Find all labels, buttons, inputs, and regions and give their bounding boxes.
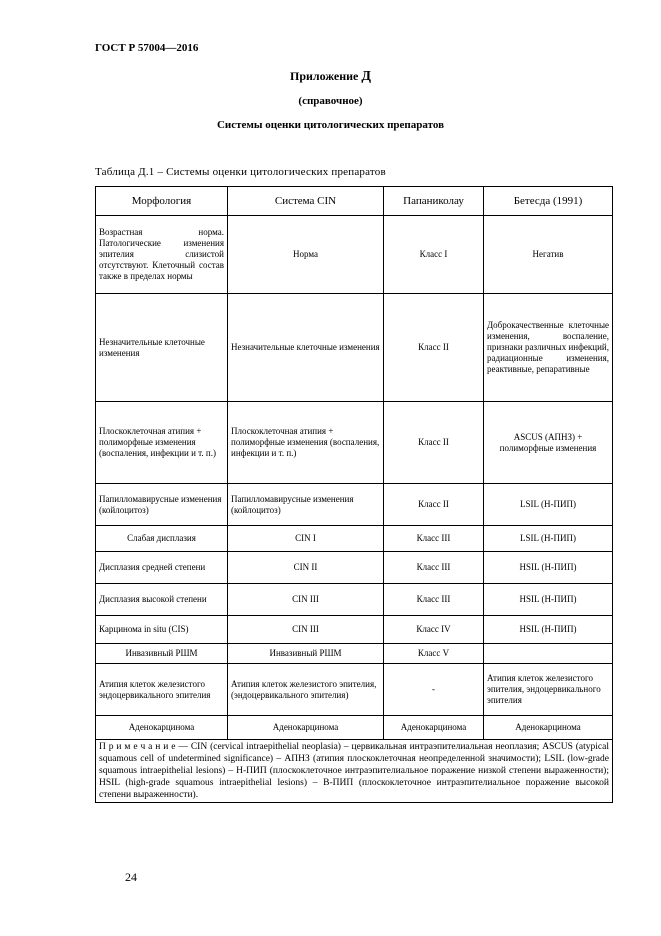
table-cell	[484, 644, 613, 664]
table-cell: Дисплазия средней степени	[96, 552, 228, 584]
table-cell: Класс I	[384, 216, 484, 294]
table-cell: HSIL (Н-ПИП)	[484, 584, 613, 616]
table-cell: Аденокарцинома	[484, 716, 613, 740]
table-cell: Карцинома in situ (CIS)	[96, 616, 228, 644]
table-cell: Класс II	[384, 484, 484, 526]
document-header: ГОСТ Р 57004—2016	[95, 42, 199, 54]
column-header: Бетесда (1991)	[484, 187, 613, 216]
table-cell: Класс IV	[384, 616, 484, 644]
table-cell: LSIL (Н-ПИП)	[484, 484, 613, 526]
table-row	[96, 552, 613, 584]
table-cell: Незначительные клеточные изменения	[228, 294, 384, 402]
table-row	[96, 484, 613, 526]
appendix-title	[0, 69, 661, 85]
table-row	[96, 716, 613, 740]
table-cell: Доброкачественные клеточные изменения, воспаление, признаки различных инфекций, радиационные изменения, реактивные, репаративные	[484, 294, 613, 402]
table-cell: Аденокарцинома	[384, 716, 484, 740]
table-row	[96, 664, 613, 716]
table-cell: Атипия клеток железистого эндоцервикального эпителия	[96, 664, 228, 716]
appendix-title-letter: Д	[361, 69, 372, 84]
table-cell: Дисплазия высокой степени	[96, 584, 228, 616]
table-row	[96, 402, 613, 484]
table-cell: Плоскоклеточная атипия + полиморфные изменения (воспаления, инфекции и т. п.)	[228, 402, 384, 484]
table-row	[96, 216, 613, 294]
table-cell: Класс II	[384, 294, 484, 402]
table-note: П р и м е ч а н и е — CIN (cervical intraepithelial neoplasia) – цервикальная интраэпителиальная неоплазия; ASCUS (atypical squamous cell of undetermined significance) – АПНЗ (атипия плоскоклеточная неопределенной значимости); LSIL (low-grade squamous intraepithelial lesions) – Н-ПИП (плоскоклеточное интраэпителиальное поражение низкой степени выраженности); HSIL (high-grade squamous intraepithelial lesions) – В-ПИП (плоскоклеточное интраэпителиальное поражение высокой степени выраженности).	[96, 740, 613, 803]
table-row	[96, 526, 613, 552]
table-cell: Класс III	[384, 552, 484, 584]
table-row	[96, 616, 613, 644]
table-cell: CIN III	[228, 616, 384, 644]
table-cell: Слабая дисплазия	[96, 526, 228, 552]
table-cell: CIN III	[228, 584, 384, 616]
table-cell: -	[384, 664, 484, 716]
table-cell: Плоскоклеточная атипия + полиморфные изменения (воспаления, инфекции и т. п.)	[96, 402, 228, 484]
table-caption: Таблица Д.1 – Системы оценки цитологических препаратов	[95, 166, 386, 178]
table-header-row	[96, 187, 613, 216]
table-cell: HSIL (Н-ПИП)	[484, 552, 613, 584]
column-header: Система CIN	[228, 187, 384, 216]
table-cell: Атипия клеток железистого эпителия, эндоцервикального эпителия	[484, 664, 613, 716]
table-cell: ASCUS (АПНЗ) + полиморфные изменения	[484, 402, 613, 484]
column-header: Морфология	[96, 187, 228, 216]
table-row	[96, 644, 613, 664]
table-cell: Аденокарцинома	[96, 716, 228, 740]
appendix-title-prefix: Приложение	[289, 69, 359, 83]
table-cell: LSIL (Н-ПИП)	[484, 526, 613, 552]
table-cell: Класс III	[384, 526, 484, 552]
table-cell: Папилломавирусные изменения (койлоцитоз)	[96, 484, 228, 526]
table-cell: Атипия клеток железистого эпителия, (эндоцервикального эпителия)	[228, 664, 384, 716]
table-cell: Норма	[228, 216, 384, 294]
table-cell: Незначительные клеточные изменения	[96, 294, 228, 402]
table-cell: HSIL (Н-ПИП)	[484, 616, 613, 644]
table-cell: Негатив	[484, 216, 613, 294]
table-cell: CIN I	[228, 526, 384, 552]
table-cell: Класс II	[384, 402, 484, 484]
cytology-systems-table	[95, 186, 613, 803]
table-cell: Возрастная норма. Патологические изменения эпителия слизистой отсутствуют. Клеточный состав также в пределах нормы	[96, 216, 228, 294]
table-note-row	[96, 740, 613, 803]
table-cell: Инвазивный РШМ	[96, 644, 228, 664]
table-cell: Папилломавирусные изменения (койлоцитоз)	[228, 484, 384, 526]
table-cell: Инвазивный РШМ	[228, 644, 384, 664]
table-row	[96, 294, 613, 402]
table-cell: Класс III	[384, 584, 484, 616]
table-cell: CIN II	[228, 552, 384, 584]
page-number: 24	[125, 870, 137, 884]
appendix-note: (справочное)	[298, 95, 363, 107]
table-cell: Класс V	[384, 644, 484, 664]
appendix-heading: Системы оценки цитологических препаратов	[216, 119, 445, 131]
table-cell: Аденокарцинома	[228, 716, 384, 740]
column-header: Папаниколау	[384, 187, 484, 216]
table-row	[96, 584, 613, 616]
